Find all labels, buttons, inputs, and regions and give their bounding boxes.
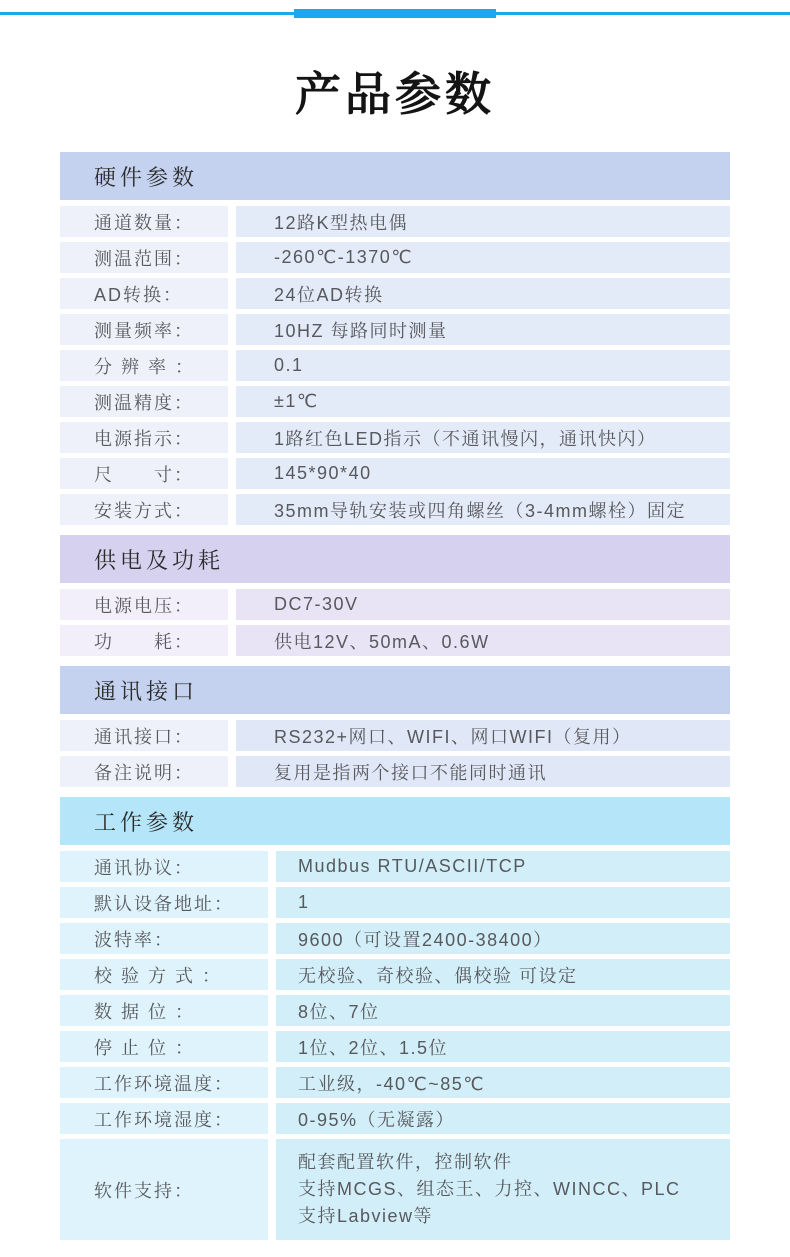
spec-value: 145*90*40 <box>236 458 730 489</box>
section-comm-header <box>60 666 730 714</box>
spec-label: 通道数量： <box>60 206 228 237</box>
spec-sections <box>60 152 730 1240</box>
spec-label: 安装方式： <box>60 494 228 525</box>
spec-row <box>60 851 730 882</box>
page-title: 产品参数 <box>295 68 495 120</box>
spec-value: RS232+网口、WIFI、网口WIFI（复用） <box>236 720 730 751</box>
spec-label: 测温精度： <box>60 386 228 417</box>
spec-label: 尺 寸： <box>60 458 228 489</box>
spec-value: -260℃-1370℃ <box>236 242 730 273</box>
spec-label: 数 据 位 ： <box>60 995 268 1026</box>
spec-value-line: 配套配置软件，控制软件 <box>298 1152 513 1172</box>
spec-row <box>60 756 730 787</box>
spec-label: 波特率： <box>60 923 268 954</box>
spec-value-line: 支持MCGS、组态王、力控、WINCC、PLC <box>298 1179 681 1199</box>
section-title: 工作参数 <box>94 809 199 835</box>
spec-row <box>60 923 730 954</box>
spec-value: 10HZ 每路同时测量 <box>236 314 730 345</box>
section-hardware <box>60 152 730 525</box>
spec-row <box>60 625 730 656</box>
spec-row <box>60 422 730 453</box>
spec-value: 1位、2位、1.5位 <box>276 1031 730 1062</box>
spec-value: 9600（可设置2400-38400） <box>276 923 730 954</box>
spec-value: 12路K型热电偶 <box>236 206 730 237</box>
spec-value: 1路红色LED指示（不通讯慢闪，通讯快闪） <box>236 422 730 453</box>
section-work-header <box>60 797 730 845</box>
spec-value: Mudbus RTU/ASCII/TCP <box>276 851 730 882</box>
spec-row <box>60 278 730 309</box>
spec-row <box>60 206 730 237</box>
spec-label: 校 验 方 式 ： <box>60 959 268 990</box>
spec-value: 复用是指两个接口不能同时通讯 <box>236 756 730 787</box>
spec-label: 功 耗： <box>60 625 228 656</box>
spec-value-line: 支持Labview等 <box>298 1206 434 1226</box>
section-title: 供电及功耗 <box>94 547 225 573</box>
top-divider <box>0 0 790 20</box>
spec-row <box>60 386 730 417</box>
spec-row <box>60 242 730 273</box>
section-comm <box>60 666 730 787</box>
spec-row <box>60 1031 730 1062</box>
spec-row <box>60 1067 730 1098</box>
spec-value: ±1℃ <box>236 386 730 417</box>
spec-value: 8位、7位 <box>276 995 730 1026</box>
spec-label: AD转换： <box>60 278 228 309</box>
spec-label: 通讯接口： <box>60 720 228 751</box>
spec-label: 软件支持： <box>60 1139 268 1240</box>
spec-row <box>60 458 730 489</box>
spec-value: 工业级，-40℃~85℃ <box>276 1067 730 1098</box>
spec-value: 24位AD转换 <box>236 278 730 309</box>
spec-value: 0-95%（无凝露） <box>276 1103 730 1134</box>
spec-row <box>60 887 730 918</box>
spec-value <box>276 1139 730 1240</box>
section-title: 硬件参数 <box>94 164 199 190</box>
spec-label: 默认设备地址： <box>60 887 268 918</box>
spec-label: 工作环境温度： <box>60 1067 268 1098</box>
spec-row <box>60 314 730 345</box>
spec-row <box>60 494 730 525</box>
top-divider-bar <box>294 9 496 18</box>
spec-label: 电源电压： <box>60 589 228 620</box>
spec-label: 通讯协议： <box>60 851 268 882</box>
spec-label: 测温范围： <box>60 242 228 273</box>
spec-row <box>60 589 730 620</box>
spec-value: 无校验、奇校验、偶校验 可设定 <box>276 959 730 990</box>
spec-label: 工作环境湿度： <box>60 1103 268 1134</box>
section-title: 通讯接口 <box>94 678 199 704</box>
spec-row <box>60 959 730 990</box>
spec-value: DC7-30V <box>236 589 730 620</box>
spec-label: 停 止 位 ： <box>60 1031 268 1062</box>
section-power <box>60 535 730 656</box>
spec-row <box>60 1103 730 1134</box>
section-work <box>60 797 730 1240</box>
spec-value: 供电12V、50mA、0.6W <box>236 625 730 656</box>
spec-row <box>60 350 730 381</box>
spec-value: 1 <box>276 887 730 918</box>
spec-value: 0.1 <box>236 350 730 381</box>
spec-label: 测量频率： <box>60 314 228 345</box>
spec-value: 35mm导轨安装或四角螺丝（3-4mm螺栓）固定 <box>236 494 730 525</box>
spec-row <box>60 1139 730 1240</box>
spec-label: 电源指示： <box>60 422 228 453</box>
spec-label: 分 辨 率 ： <box>60 350 228 381</box>
spec-row <box>60 720 730 751</box>
section-hardware-header <box>60 152 730 200</box>
spec-label: 备注说明： <box>60 756 228 787</box>
spec-row <box>60 995 730 1026</box>
section-power-header <box>60 535 730 583</box>
